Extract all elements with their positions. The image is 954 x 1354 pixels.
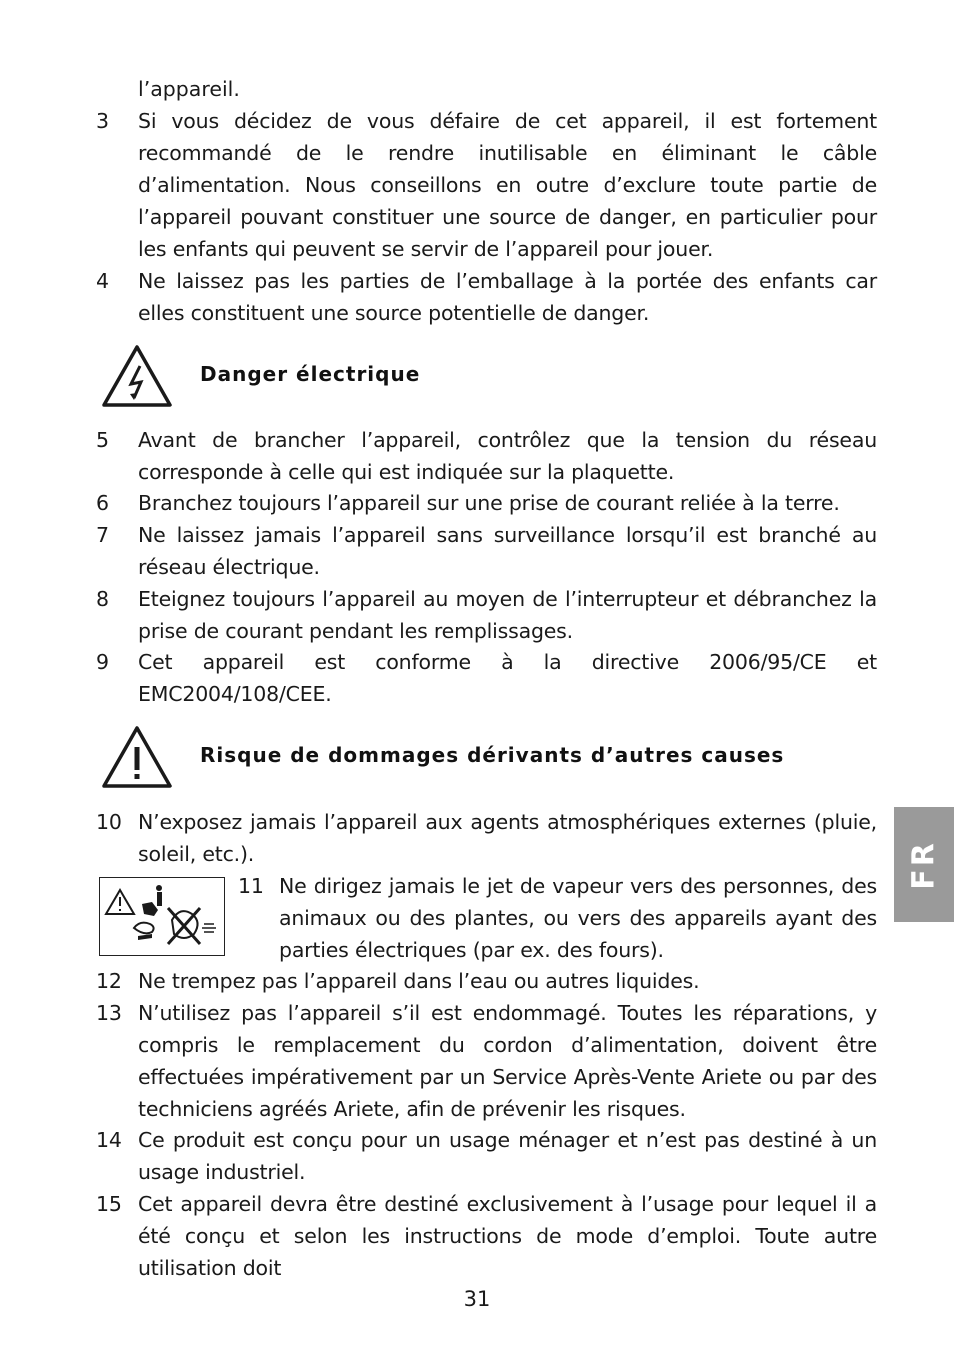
item-number: 4 — [96, 269, 109, 293]
electric-hazard-icon — [101, 344, 173, 408]
list-item — [96, 646, 877, 710]
item-text: Branchez toujours l’appareil sur une prise de courant reliée à la terre. — [138, 491, 840, 515]
item-number: 8 — [96, 587, 109, 611]
list-item — [96, 583, 877, 647]
item-text: Ne dirigez jamais le jet de vapeur vers des personnes, des animaux ou des plantes, ou vers des appareils ayant des parties électriques (par ex. des fours). — [279, 874, 877, 962]
list-item — [96, 1124, 877, 1188]
item-text: Ne trempez pas l’appareil dans l’eau ou autres liquides. — [138, 969, 700, 993]
list-item — [96, 105, 877, 265]
list-item — [96, 806, 877, 870]
item-number: 11 — [238, 874, 264, 898]
item-text: Cet appareil devra être destiné exclusivement à l’usage pour lequel il a été conçu et selon les instructions de mode d’emploi. Toute autre utilisation doit — [138, 1192, 877, 1280]
list-item — [96, 487, 877, 519]
steam-warning-pictogram — [99, 877, 225, 956]
language-tab-label: FR — [906, 839, 942, 890]
item-number: 13 — [96, 1001, 122, 1025]
no-steam-on-people-icon — [100, 878, 223, 954]
item-text: N’utilisez pas l’appareil s’il est endommagé. Toutes les réparations, y compris le remplacement du cordon d’alimentation, doivent être effectuées impérativement par un Service Après-Vente Ariete ou par des techniciens agréés Ariete, afin de prévenir les risques. — [138, 1001, 877, 1121]
item-number: 3 — [96, 109, 109, 133]
item-number: 12 — [96, 969, 122, 993]
item-text: Eteignez toujours l’appareil au moyen de l’interrupteur et débranchez la prise de courant pendant les remplissages. — [138, 587, 877, 643]
item-number: 7 — [96, 523, 109, 547]
list-item — [96, 997, 877, 1125]
list-item — [96, 424, 877, 488]
section-heading-electric: Danger électrique — [200, 362, 421, 386]
item-text: Ce produit est conçu pour un usage ménager et n’est pas destiné à un usage industriel. — [138, 1128, 877, 1184]
item-text: Avant de brancher l’appareil, contrôlez que la tension du réseau corresponde à celle qui est indiquée sur la plaquette. — [138, 428, 877, 484]
item-text: Cet appareil est conforme à la directive 2006/95/CE et EMC2004/108/CEE. — [138, 650, 877, 706]
list-item — [96, 965, 877, 997]
section-heading-other-causes: Risque de dommages dérivants d’autres causes — [200, 743, 785, 767]
item-number: 5 — [96, 428, 109, 452]
item-number: 15 — [96, 1192, 122, 1216]
list-item — [238, 870, 877, 966]
language-tab — [894, 807, 954, 922]
page-number: 31 — [463, 1287, 491, 1311]
list-item — [96, 265, 877, 329]
list-item — [96, 1188, 877, 1284]
item-text: Ne laissez pas les parties de l’emballage à la portée des enfants car elles constituent une source potentielle de danger. — [138, 269, 877, 325]
list-item — [96, 519, 877, 583]
continuation-text: l’appareil. — [138, 77, 240, 101]
item-text: Si vous décidez de vous défaire de cet appareil, il est fortement recommandé de le rendre inutilisable en éliminant le câble d’alimentation. Nous conseillons en outre d’exclure toute partie de l’appareil pouvant constituer une source de danger, en particulier pour les enfants qui peuvent se servir de l’appareil pour jouer. — [138, 109, 877, 261]
item-text: N’exposez jamais l’appareil aux agents atmosphériques externes (pluie, soleil, etc.). — [138, 810, 877, 866]
item-number: 6 — [96, 491, 109, 515]
item-number: 9 — [96, 650, 109, 674]
item-number: 14 — [96, 1128, 122, 1152]
item-number: 10 — [96, 810, 122, 834]
item-text: Ne laissez jamais l’appareil sans surveillance lorsqu’il est branché au réseau électrique. — [138, 523, 877, 579]
warning-icon — [101, 725, 173, 789]
